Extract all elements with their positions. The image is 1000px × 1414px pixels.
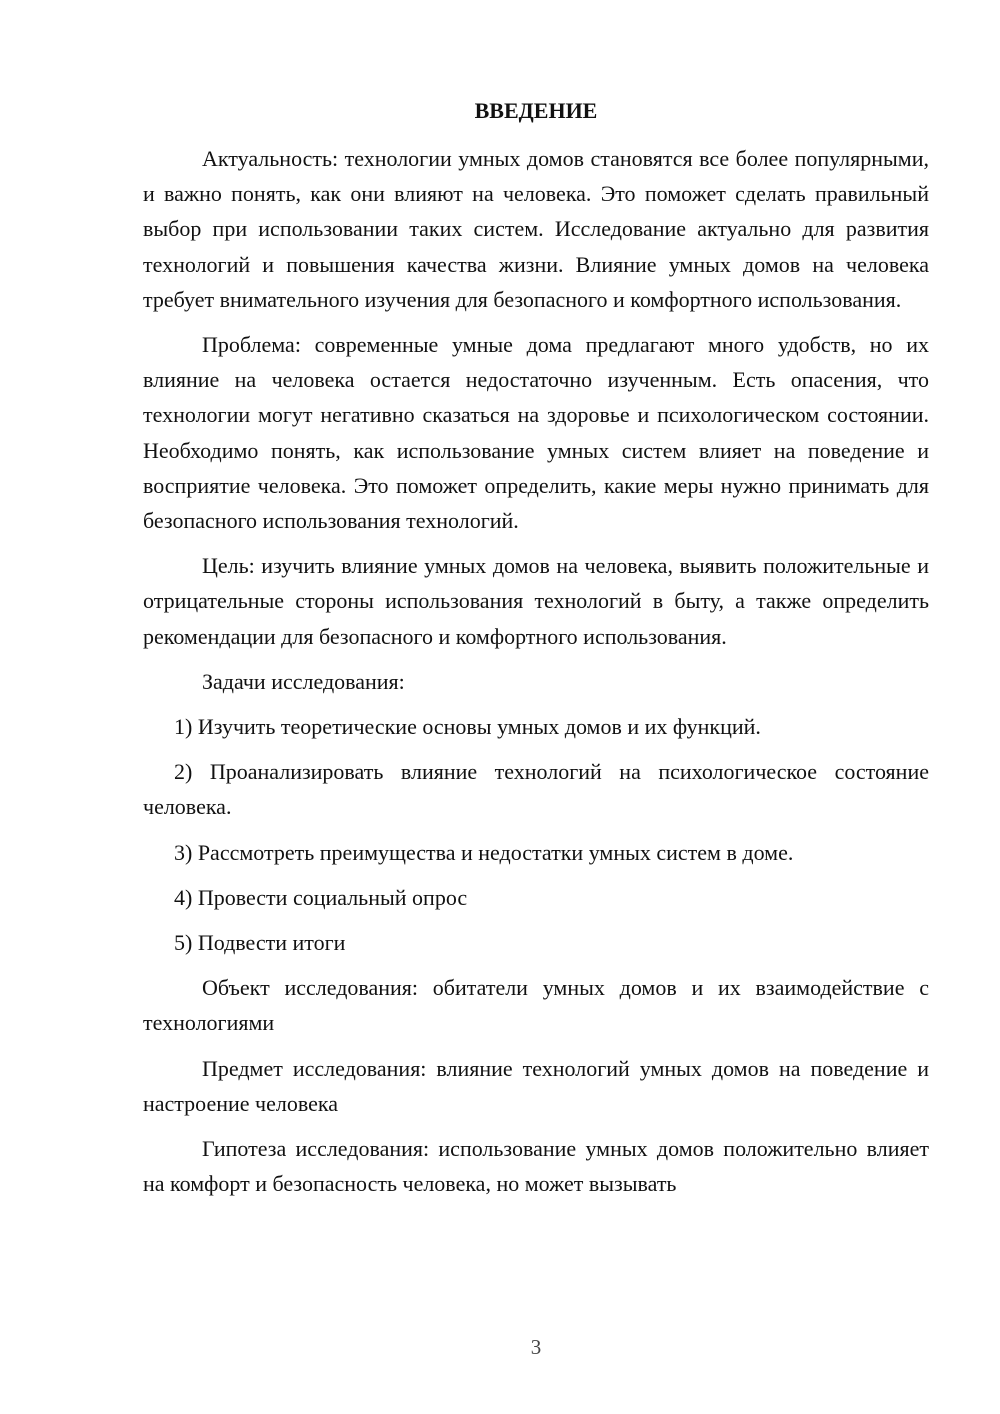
paragraph-goal: Цель: изучить влияние умных домов на человека, выявить положительные и отрицательные стороны использования технологий в быту, а также определить рекомендации для безопасного и комфортного использования. bbox=[143, 553, 929, 649]
paragraph-tasks-heading: Задачи исследования: bbox=[202, 668, 405, 694]
task-item-4: 4) Провести социальный опрос bbox=[174, 884, 468, 910]
task-item-1: 1) Изучить теоретические основы умных домов и их функций. bbox=[174, 714, 761, 740]
document-body bbox=[143, 141, 929, 1201]
task-item-3: 3) Рассмотреть преимущества и недостатки умных систем в доме. bbox=[174, 839, 794, 865]
paragraph-problem: Проблема: современные умные дома предлагают много удобств, но их влияние на человека остается недостаточно изученным. Есть опасения, что технологии могут негативно сказаться на здоровье и психологическом состоянии. Необходимо понять, как использование умных систем влияет на поведение и восприятие человека. Это поможет определить, какие меры нужно принимать для безопасного использования технологий. bbox=[143, 332, 929, 534]
task-item-5: 5) Подвести итоги bbox=[174, 930, 346, 956]
paragraph-object: Объект исследования: обитатели умных домов и их взаимодействие с технологиями bbox=[143, 975, 929, 1036]
section-title: ВВЕДЕНИЕ bbox=[474, 98, 598, 123]
paragraph-hypothesis: Гипотеза исследования: использование умных домов положительно влияет на комфорт и безопасность человека, но может вызывать bbox=[143, 1136, 929, 1197]
page-number: 3 bbox=[530, 1335, 542, 1359]
task-item-2: 2) Проанализировать влияние технологий на психологическое состояние человека. bbox=[143, 759, 929, 820]
paragraph-subject: Предмет исследования: влияние технологий умных домов на поведение и настроение человека bbox=[143, 1055, 929, 1116]
paragraph-relevance: Актуальность: технологии умных домов становятся все более популярными, и важно понять, как они влияют на человека. Это поможет сделать правильный выбор при использовании таких систем. Исследование актуально для развития технологий и повышения качества жизни. Влияние умных домов на человека требует внимательного изучения для безопасного и комфортного использования. bbox=[143, 146, 929, 312]
